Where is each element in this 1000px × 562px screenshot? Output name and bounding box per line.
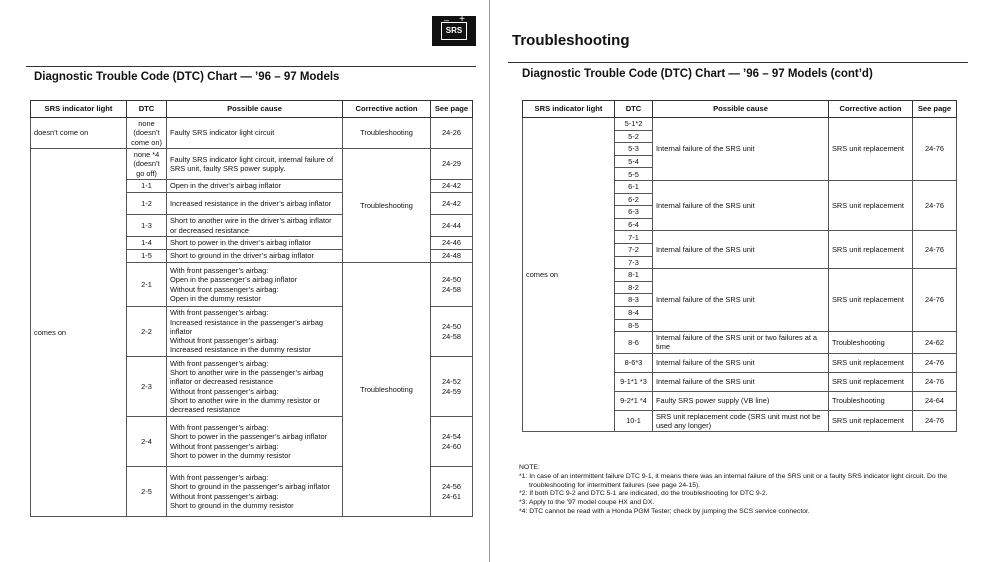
cause-cell: With front passenger’s airbag: Short to power in the passenger’s airbag inflator Without front passenger’s airbag: Short to power in the dummy resistor [167,417,343,467]
dtc-cell: 7-3 [615,256,653,269]
page-cell: 24-44 [431,215,473,237]
page-cell: 24-64 [913,391,957,410]
dtc-cell: 2-1 [127,263,167,307]
page-cell: 24-48 [431,250,473,263]
left-page [0,0,490,562]
page-cell: 24-76 [913,269,957,332]
srs-light-cell: comes on [523,118,615,432]
table-header-row [31,101,473,118]
dtc-cell: 6-2 [615,193,653,206]
cause-cell: Short to another wire in the driver’s airbag inflator or decreased resistance [167,215,343,237]
note-1: *1: In case of an intermittent failure DTC 9-1, it means there was an internal failure of the SRS unit or a faulty SRS indicator light circuit. Do the troubleshooting for intermittent failures (see page 24-15). [519,472,948,489]
cause-cell: With front passenger’s airbag: Short to ground in the passenger’s airbag inflator Without front passenger’s airbag: Short to ground in the dummy resistor [167,467,343,517]
dtc-cell: 2-3 [127,357,167,417]
right-table-body [523,118,957,432]
page-cell: 24-54 24-60 [431,417,473,467]
dtc-cell: 5-2 [615,130,653,143]
page-cell: 24-56 24-61 [431,467,473,517]
cause-cell: SRS unit replacement code (SRS unit must not be used any longer) [653,410,829,432]
srs-battery-icon: – + SRS [432,16,476,46]
action-cell: SRS unit replacement [829,353,913,372]
action-cell: Troubleshooting [343,149,431,263]
header-dtc: DTC [127,101,167,118]
dtc-cell: 1-1 [127,180,167,193]
cause-cell: Short to power in the driver’s airbag inflator [167,237,343,250]
dtc-cell: 6-1 [615,180,653,193]
right-chart-title: Diagnostic Trouble Code (DTC) Chart — ’96 – 97 Models (cont’d) [522,68,873,80]
dtc-cell: 8-5 [615,319,653,332]
cause-cell: With front passenger’s airbag: Increased resistance in the passenger’s airbag inflator Without front passenger’s airbag: Increased resistance in the dummy resistor [167,307,343,357]
dtc-cell: 2-2 [127,307,167,357]
notes-title: NOTE: [519,464,540,471]
table-row [31,149,473,180]
cause-cell: Short to ground in the driver’s airbag inflator [167,250,343,263]
cause-cell: Internal failure of the SRS unit or two failures at a time [653,332,829,354]
header-dtc: DTC [615,101,653,118]
page-cell: 24-50 24-58 [431,307,473,357]
action-cell: SRS unit replacement [829,180,913,230]
action-cell: Troubleshooting [829,391,913,410]
cause-cell: Faulty SRS indicator light circuit [167,118,343,149]
page-cell: 24-29 [431,149,473,180]
action-cell: Troubleshooting [343,118,431,149]
page-cell: 24-50 24-58 [431,263,473,307]
cause-cell: Internal failure of the SRS unit [653,118,829,181]
dtc-cell: 2-4 [127,417,167,467]
right-dtc-table [522,100,957,432]
cause-cell: Internal failure of the SRS unit [653,269,829,332]
action-cell: Troubleshooting [343,263,431,517]
action-cell: SRS unit replacement [829,410,913,432]
cause-cell: With front passenger’s airbag: Open in the passenger’s airbag inflator Without front passenger’s airbag: Open in the dummy resistor [167,263,343,307]
page-cell: 24-76 [913,410,957,432]
header-possible-cause: Possible cause [653,101,829,118]
srs-light-cell: doesn’t come on [31,118,127,149]
header-srs-light: SRS indicator light [31,101,127,118]
dtc-cell: none *4 (doesn’t go off) [127,149,167,180]
cause-cell: Faulty SRS indicator light circuit, internal failure of SRS unit, faulty SRS power supply. [167,149,343,180]
page-gutter [489,0,490,562]
table-row [31,118,473,149]
action-cell: SRS unit replacement [829,118,913,181]
note-4: *4: DTC cannot be read with a Honda PGM Tester; check by jumping the SCS service connector. [519,508,810,516]
dtc-cell: 8-6 [615,332,653,354]
dtc-cell: 7-2 [615,243,653,256]
dtc-cell: 7-1 [615,231,653,244]
header-srs-light: SRS indicator light [523,101,615,118]
page-cell: 24-52 24-59 [431,357,473,417]
dtc-cell: 9-2*1 *4 [615,391,653,410]
header-possible-cause: Possible cause [167,101,343,118]
left-dtc-table [30,100,473,517]
dtc-cell: 9-1*1 *3 [615,372,653,391]
dtc-cell: 5-3 [615,143,653,156]
page-cell: 24-42 [431,193,473,215]
cause-cell: Internal failure of the SRS unit [653,353,829,372]
dtc-cell: 5-1*2 [615,118,653,131]
header-corrective-action: Corrective action [829,101,913,118]
srs-icon-label: SRS [445,26,463,35]
action-cell: SRS unit replacement [829,231,913,269]
cause-cell: Faulty SRS power supply (VB line) [653,391,829,410]
action-cell: Troubleshooting [829,332,913,354]
dtc-cell: 8-4 [615,306,653,319]
note-2: *2: If both DTC 9-2 and DTC 5-1 are indicated, do the troubleshooting for DTC 9-2. [519,490,768,498]
dtc-cell: 10-1 [615,410,653,432]
cause-cell: Increased resistance in the driver’s airbag inflator [167,193,343,215]
table-header-row [523,101,957,118]
page-cell: 24-42 [431,180,473,193]
dtc-cell: none (doesn’t come on) [127,118,167,149]
header-corrective-action: Corrective action [343,101,431,118]
dtc-cell: 8-3 [615,294,653,307]
dtc-cell: 1-5 [127,250,167,263]
page-cell: 24-62 [913,332,957,354]
page-cell: 24-76 [913,118,957,181]
cause-cell: Internal failure of the SRS unit [653,180,829,230]
dtc-cell: 1-2 [127,193,167,215]
dtc-cell: 5-4 [615,155,653,168]
title-rule-right [508,62,968,63]
section-heading: Troubleshooting [512,32,630,49]
cause-cell: Open in the driver’s airbag inflator [167,180,343,193]
dtc-cell: 6-4 [615,218,653,231]
page-cell: 24-26 [431,118,473,149]
page-cell: 24-46 [431,237,473,250]
left-chart-title: Diagnostic Trouble Code (DTC) Chart — ’96 – 97 Models [34,71,340,83]
action-cell: SRS unit replacement [829,372,913,391]
header-see-page: See page [913,101,957,118]
dtc-cell: 2-5 [127,467,167,517]
cause-cell: Internal failure of the SRS unit [653,372,829,391]
dtc-cell: 8-2 [615,281,653,294]
dtc-cell: 1-3 [127,215,167,237]
dtc-cell: 8-1 [615,269,653,282]
page-cell: 24-76 [913,353,957,372]
table-row [523,118,957,131]
dtc-cell: 5-5 [615,168,653,181]
title-rule [26,66,476,67]
note-3: *3: Apply to the ’97 model coupe HX and DX. [519,499,655,507]
cause-cell: Internal failure of the SRS unit [653,231,829,269]
srs-light-cell: comes on [31,149,127,517]
header-see-page: See page [431,101,473,118]
dtc-cell: 6-3 [615,206,653,219]
page-cell: 24-76 [913,372,957,391]
notes [519,464,959,517]
dtc-cell: 1-4 [127,237,167,250]
cause-cell: With front passenger’s airbag: Short to another wire in the passenger’s airbag inflator or decreased resistance Without front passenger’s airbag: Short to another wire in the dummy resistor or decreased resistance [167,357,343,417]
dtc-cell: 8-6*3 [615,353,653,372]
page-cell: 24-76 [913,231,957,269]
action-cell: SRS unit replacement [829,269,913,332]
page-cell: 24-76 [913,180,957,230]
